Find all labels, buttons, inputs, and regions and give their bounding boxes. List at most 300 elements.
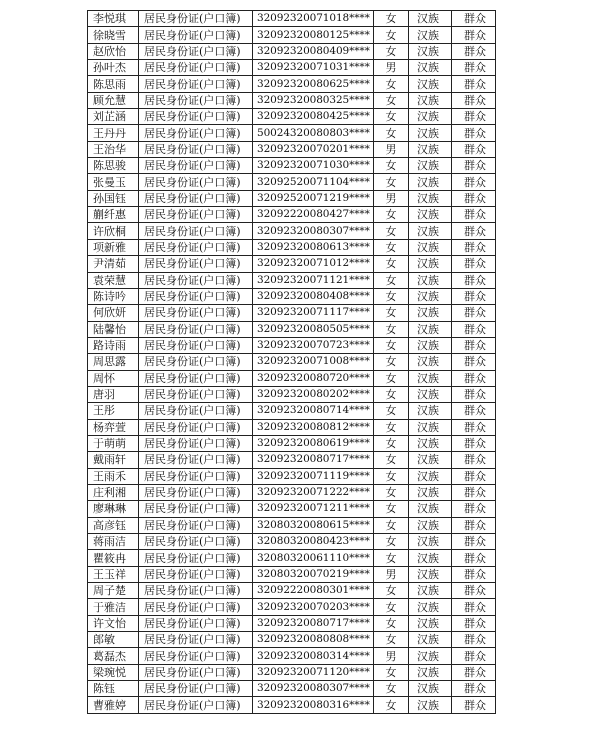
political-status-cell: 群众	[452, 501, 496, 517]
ethnicity-cell: 汉族	[409, 386, 452, 402]
name-cell: 许欣桐	[88, 223, 139, 239]
id-number-cell: 32092320080717****	[253, 452, 374, 468]
document-type-cell: 居民身份证(户口簿)	[139, 550, 253, 566]
name-cell: 陆馨怡	[88, 321, 139, 337]
name-cell: 刘芷涵	[88, 109, 139, 125]
table-row	[88, 501, 496, 517]
document-type-cell: 居民身份证(户口簿)	[139, 501, 253, 517]
document-type-cell: 居民身份证(户口簿)	[139, 468, 253, 484]
gender-cell: 女	[374, 354, 409, 370]
name-cell: 李悦琪	[88, 11, 139, 27]
political-status-cell: 群众	[452, 583, 496, 599]
political-status-cell: 群众	[452, 288, 496, 304]
id-number-cell: 32092320080714****	[253, 403, 374, 419]
document-type-cell: 居民身份证(户口簿)	[139, 419, 253, 435]
document-type-cell: 居民身份证(户口簿)	[139, 452, 253, 468]
ethnicity-cell: 汉族	[409, 288, 452, 304]
political-status-cell: 群众	[452, 452, 496, 468]
table-row	[88, 534, 496, 550]
roster-body	[88, 11, 496, 714]
name-cell: 孙国钰	[88, 190, 139, 206]
name-cell: 王治华	[88, 141, 139, 157]
id-number-cell: 32092320080808****	[253, 632, 374, 648]
id-number-cell: 32092320080307****	[253, 681, 374, 697]
gender-cell: 男	[374, 648, 409, 664]
name-cell: 高彦钰	[88, 517, 139, 533]
ethnicity-cell: 汉族	[409, 403, 452, 419]
political-status-cell: 群众	[452, 141, 496, 157]
id-number-cell: 32092320071222****	[253, 484, 374, 500]
table-row	[88, 599, 496, 615]
table-row	[88, 354, 496, 370]
table-row	[88, 305, 496, 321]
id-number-cell: 32092320071012****	[253, 256, 374, 272]
document-type-cell: 居民身份证(户口簿)	[139, 599, 253, 615]
name-cell: 王彤	[88, 403, 139, 419]
gender-cell: 女	[374, 534, 409, 550]
id-number-cell: 32092320071121****	[253, 272, 374, 288]
id-number-cell: 32092320071031****	[253, 60, 374, 76]
political-status-cell: 群众	[452, 697, 496, 713]
id-number-cell: 32092320070723****	[253, 337, 374, 353]
name-cell: 顾允慧	[88, 92, 139, 108]
gender-cell: 男	[374, 60, 409, 76]
name-cell: 王玉祥	[88, 566, 139, 582]
table-row	[88, 288, 496, 304]
table-row	[88, 158, 496, 174]
ethnicity-cell: 汉族	[409, 76, 452, 92]
name-cell: 周思露	[88, 354, 139, 370]
gender-cell: 男	[374, 190, 409, 206]
ethnicity-cell: 汉族	[409, 566, 452, 582]
document-type-cell: 居民身份证(户口簿)	[139, 337, 253, 353]
name-cell: 陈思雨	[88, 76, 139, 92]
id-number-cell: 32092320080717****	[253, 615, 374, 631]
document-type-cell: 居民身份证(户口簿)	[139, 174, 253, 190]
gender-cell: 女	[374, 452, 409, 468]
document-type-cell: 居民身份证(户口簿)	[139, 288, 253, 304]
political-status-cell: 群众	[452, 11, 496, 27]
ethnicity-cell: 汉族	[409, 43, 452, 59]
gender-cell: 女	[374, 256, 409, 272]
name-cell: 徐晓雪	[88, 27, 139, 43]
political-status-cell: 群众	[452, 60, 496, 76]
political-status-cell: 群众	[452, 321, 496, 337]
table-row	[88, 43, 496, 59]
gender-cell: 女	[374, 76, 409, 92]
name-cell: 尹清茹	[88, 256, 139, 272]
gender-cell: 女	[374, 697, 409, 713]
table-row	[88, 239, 496, 255]
id-number-cell: 32092320070201****	[253, 141, 374, 157]
gender-cell: 女	[374, 583, 409, 599]
gender-cell: 女	[374, 632, 409, 648]
ethnicity-cell: 汉族	[409, 337, 452, 353]
political-status-cell: 群众	[452, 158, 496, 174]
gender-cell: 女	[374, 321, 409, 337]
political-status-cell: 群众	[452, 27, 496, 43]
name-cell: 许文怡	[88, 615, 139, 631]
gender-cell: 女	[374, 599, 409, 615]
ethnicity-cell: 汉族	[409, 125, 452, 141]
id-number-cell: 32080320080615****	[253, 517, 374, 533]
political-status-cell: 群众	[452, 43, 496, 59]
name-cell: 张曼玉	[88, 174, 139, 190]
political-status-cell: 群众	[452, 174, 496, 190]
id-number-cell: 32092320080408****	[253, 288, 374, 304]
political-status-cell: 群众	[452, 615, 496, 631]
ethnicity-cell: 汉族	[409, 697, 452, 713]
political-status-cell: 群众	[452, 681, 496, 697]
document-type-cell: 居民身份证(户口簿)	[139, 11, 253, 27]
document-type-cell: 居民身份证(户口簿)	[139, 615, 253, 631]
ethnicity-cell: 汉族	[409, 419, 452, 435]
ethnicity-cell: 汉族	[409, 664, 452, 680]
ethnicity-cell: 汉族	[409, 190, 452, 206]
political-status-cell: 群众	[452, 664, 496, 680]
gender-cell: 女	[374, 370, 409, 386]
name-cell: 王丹丹	[88, 125, 139, 141]
table-row	[88, 141, 496, 157]
table-row	[88, 125, 496, 141]
political-status-cell: 群众	[452, 239, 496, 255]
table-row	[88, 468, 496, 484]
gender-cell: 女	[374, 174, 409, 190]
id-number-cell: 32092320080812****	[253, 419, 374, 435]
id-number-cell: 32080320070219****	[253, 566, 374, 582]
name-cell: 陈诗吟	[88, 288, 139, 304]
document-type-cell: 居民身份证(户口簿)	[139, 60, 253, 76]
name-cell: 唐羽	[88, 386, 139, 402]
table-row	[88, 272, 496, 288]
id-number-cell: 32092320080409****	[253, 43, 374, 59]
gender-cell: 男	[374, 566, 409, 582]
document-type-cell: 居民身份证(户口簿)	[139, 435, 253, 451]
gender-cell: 女	[374, 484, 409, 500]
ethnicity-cell: 汉族	[409, 158, 452, 174]
ethnicity-cell: 汉族	[409, 550, 452, 566]
gender-cell: 女	[374, 158, 409, 174]
political-status-cell: 群众	[452, 337, 496, 353]
ethnicity-cell: 汉族	[409, 60, 452, 76]
table-row	[88, 321, 496, 337]
id-number-cell: 32092320080619****	[253, 435, 374, 451]
gender-cell: 女	[374, 664, 409, 680]
document-type-cell: 居民身份证(户口簿)	[139, 403, 253, 419]
table-row	[88, 566, 496, 582]
name-cell: 于雅洁	[88, 599, 139, 615]
table-row	[88, 484, 496, 500]
id-number-cell: 32092320080425****	[253, 109, 374, 125]
id-number-cell: 32092320080125****	[253, 27, 374, 43]
ethnicity-cell: 汉族	[409, 239, 452, 255]
gender-cell: 女	[374, 27, 409, 43]
table-row	[88, 207, 496, 223]
document-type-cell: 居民身份证(户口簿)	[139, 534, 253, 550]
table-row	[88, 435, 496, 451]
political-status-cell: 群众	[452, 92, 496, 108]
document-type-cell: 居民身份证(户口簿)	[139, 207, 253, 223]
table-row	[88, 681, 496, 697]
table-row	[88, 92, 496, 108]
table-row	[88, 190, 496, 206]
name-cell: 曹雅婷	[88, 697, 139, 713]
political-status-cell: 群众	[452, 403, 496, 419]
id-number-cell: 32092220080427****	[253, 207, 374, 223]
gender-cell: 女	[374, 92, 409, 108]
ethnicity-cell: 汉族	[409, 256, 452, 272]
id-number-cell: 32092520071104****	[253, 174, 374, 190]
gender-cell: 女	[374, 501, 409, 517]
political-status-cell: 群众	[452, 272, 496, 288]
name-cell: 周怀	[88, 370, 139, 386]
gender-cell: 女	[374, 468, 409, 484]
id-number-cell: 32092320071117****	[253, 305, 374, 321]
political-status-cell: 群众	[452, 566, 496, 582]
ethnicity-cell: 汉族	[409, 223, 452, 239]
ethnicity-cell: 汉族	[409, 468, 452, 484]
name-cell: 戴雨轩	[88, 452, 139, 468]
document-type-cell: 居民身份证(户口簿)	[139, 321, 253, 337]
gender-cell: 女	[374, 239, 409, 255]
document-type-cell: 居民身份证(户口簿)	[139, 484, 253, 500]
id-number-cell: 32080320080423****	[253, 534, 374, 550]
table-row	[88, 550, 496, 566]
table-row	[88, 403, 496, 419]
table-row	[88, 223, 496, 239]
document-type-cell: 居民身份证(户口簿)	[139, 125, 253, 141]
ethnicity-cell: 汉族	[409, 141, 452, 157]
political-status-cell: 群众	[452, 109, 496, 125]
id-number-cell: 32092320080505****	[253, 321, 374, 337]
ethnicity-cell: 汉族	[409, 321, 452, 337]
id-number-cell: 32080320061110****	[253, 550, 374, 566]
political-status-cell: 群众	[452, 468, 496, 484]
ethnicity-cell: 汉族	[409, 615, 452, 631]
ethnicity-cell: 汉族	[409, 354, 452, 370]
political-status-cell: 群众	[452, 125, 496, 141]
political-status-cell: 群众	[452, 435, 496, 451]
name-cell: 蒋雨洁	[88, 534, 139, 550]
table-row	[88, 583, 496, 599]
political-status-cell: 群众	[452, 223, 496, 239]
ethnicity-cell: 汉族	[409, 305, 452, 321]
ethnicity-cell: 汉族	[409, 632, 452, 648]
document-type-cell: 居民身份证(户口簿)	[139, 697, 253, 713]
document-type-cell: 居民身份证(户口簿)	[139, 354, 253, 370]
table-row	[88, 386, 496, 402]
ethnicity-cell: 汉族	[409, 207, 452, 223]
political-status-cell: 群众	[452, 648, 496, 664]
document-type-cell: 居民身份证(户口簿)	[139, 239, 253, 255]
document-type-cell: 居民身份证(户口簿)	[139, 141, 253, 157]
id-number-cell: 50024320080803****	[253, 125, 374, 141]
table-row	[88, 697, 496, 713]
id-number-cell: 32092320070203****	[253, 599, 374, 615]
document-type-cell: 居民身份证(户口簿)	[139, 190, 253, 206]
document-type-cell: 居民身份证(户口簿)	[139, 370, 253, 386]
table-row	[88, 174, 496, 190]
ethnicity-cell: 汉族	[409, 272, 452, 288]
table-row	[88, 632, 496, 648]
ethnicity-cell: 汉族	[409, 109, 452, 125]
document-type-cell: 居民身份证(户口簿)	[139, 92, 253, 108]
political-status-cell: 群众	[452, 256, 496, 272]
table-row	[88, 76, 496, 92]
name-cell: 周子楚	[88, 583, 139, 599]
gender-cell: 女	[374, 337, 409, 353]
id-number-cell: 32092320080720****	[253, 370, 374, 386]
document-type-cell: 居民身份证(户口簿)	[139, 517, 253, 533]
ethnicity-cell: 汉族	[409, 534, 452, 550]
document-type-cell: 居民身份证(户口簿)	[139, 648, 253, 664]
gender-cell: 女	[374, 109, 409, 125]
id-number-cell: 32092320080202****	[253, 386, 374, 402]
gender-cell: 女	[374, 550, 409, 566]
name-cell: 赵欣怡	[88, 43, 139, 59]
ethnicity-cell: 汉族	[409, 484, 452, 500]
political-status-cell: 群众	[452, 550, 496, 566]
political-status-cell: 群众	[452, 305, 496, 321]
table-row	[88, 648, 496, 664]
political-status-cell: 群众	[452, 534, 496, 550]
political-status-cell: 群众	[452, 207, 496, 223]
ethnicity-cell: 汉族	[409, 681, 452, 697]
ethnicity-cell: 汉族	[409, 599, 452, 615]
ethnicity-cell: 汉族	[409, 583, 452, 599]
table-row	[88, 337, 496, 353]
gender-cell: 女	[374, 207, 409, 223]
gender-cell: 女	[374, 11, 409, 27]
id-number-cell: 32092220080301****	[253, 583, 374, 599]
id-number-cell: 32092320080316****	[253, 697, 374, 713]
id-number-cell: 32092320071030****	[253, 158, 374, 174]
name-cell: 杨弈萱	[88, 419, 139, 435]
name-cell: 路诗雨	[88, 337, 139, 353]
name-cell: 蒯纤惠	[88, 207, 139, 223]
id-number-cell: 32092320080613****	[253, 239, 374, 255]
name-cell: 廖琳琳	[88, 501, 139, 517]
gender-cell: 女	[374, 681, 409, 697]
gender-cell: 女	[374, 517, 409, 533]
document-type-cell: 居民身份证(户口簿)	[139, 43, 253, 59]
gender-cell: 女	[374, 305, 409, 321]
name-cell: 庄利湘	[88, 484, 139, 500]
gender-cell: 女	[374, 386, 409, 402]
document-type-cell: 居民身份证(户口簿)	[139, 386, 253, 402]
gender-cell: 女	[374, 288, 409, 304]
gender-cell: 女	[374, 43, 409, 59]
table-row	[88, 370, 496, 386]
name-cell: 郎敏	[88, 632, 139, 648]
name-cell: 王雨禾	[88, 468, 139, 484]
political-status-cell: 群众	[452, 419, 496, 435]
gender-cell: 女	[374, 435, 409, 451]
id-number-cell: 32092320071120****	[253, 664, 374, 680]
table-row	[88, 256, 496, 272]
name-cell: 袁荣慧	[88, 272, 139, 288]
document-type-cell: 居民身份证(户口簿)	[139, 664, 253, 680]
political-status-cell: 群众	[452, 370, 496, 386]
table-row	[88, 664, 496, 680]
document-type-cell: 居民身份证(户口簿)	[139, 566, 253, 582]
ethnicity-cell: 汉族	[409, 11, 452, 27]
name-cell: 梁琬悦	[88, 664, 139, 680]
table-row	[88, 27, 496, 43]
political-status-cell: 群众	[452, 386, 496, 402]
name-cell: 项新雅	[88, 239, 139, 255]
political-status-cell: 群众	[452, 354, 496, 370]
id-number-cell: 32092320071018****	[253, 11, 374, 27]
id-number-cell: 32092320080314****	[253, 648, 374, 664]
gender-cell: 女	[374, 125, 409, 141]
id-number-cell: 32092320080307****	[253, 223, 374, 239]
document-type-cell: 居民身份证(户口簿)	[139, 305, 253, 321]
document-type-cell: 居民身份证(户口簿)	[139, 632, 253, 648]
document-type-cell: 居民身份证(户口簿)	[139, 272, 253, 288]
name-cell: 葛磊杰	[88, 648, 139, 664]
table-row	[88, 60, 496, 76]
gender-cell: 女	[374, 403, 409, 419]
gender-cell: 男	[374, 141, 409, 157]
document-type-cell: 居民身份证(户口簿)	[139, 256, 253, 272]
document-type-cell: 居民身份证(户口簿)	[139, 158, 253, 174]
document-type-cell: 居民身份证(户口簿)	[139, 583, 253, 599]
roster-table	[87, 10, 496, 714]
ethnicity-cell: 汉族	[409, 174, 452, 190]
ethnicity-cell: 汉族	[409, 648, 452, 664]
political-status-cell: 群众	[452, 632, 496, 648]
ethnicity-cell: 汉族	[409, 92, 452, 108]
document-type-cell: 居民身份证(户口簿)	[139, 109, 253, 125]
ethnicity-cell: 汉族	[409, 435, 452, 451]
table-row	[88, 517, 496, 533]
ethnicity-cell: 汉族	[409, 452, 452, 468]
table-row	[88, 11, 496, 27]
political-status-cell: 群众	[452, 484, 496, 500]
id-number-cell: 32092320071211****	[253, 501, 374, 517]
document-type-cell: 居民身份证(户口簿)	[139, 76, 253, 92]
political-status-cell: 群众	[452, 190, 496, 206]
id-number-cell: 32092320071008****	[253, 354, 374, 370]
table-row	[88, 615, 496, 631]
table-row	[88, 109, 496, 125]
gender-cell: 女	[374, 615, 409, 631]
id-number-cell: 32092520071219****	[253, 190, 374, 206]
document-type-cell: 居民身份证(户口簿)	[139, 681, 253, 697]
ethnicity-cell: 汉族	[409, 27, 452, 43]
name-cell: 瞿筱冉	[88, 550, 139, 566]
id-number-cell: 32092320071119****	[253, 468, 374, 484]
name-cell: 于萌萌	[88, 435, 139, 451]
ethnicity-cell: 汉族	[409, 517, 452, 533]
political-status-cell: 群众	[452, 76, 496, 92]
document-type-cell: 居民身份证(户口簿)	[139, 223, 253, 239]
name-cell: 孙叶杰	[88, 60, 139, 76]
document-type-cell: 居民身份证(户口簿)	[139, 27, 253, 43]
table-row	[88, 419, 496, 435]
ethnicity-cell: 汉族	[409, 370, 452, 386]
political-status-cell: 群众	[452, 517, 496, 533]
name-cell: 陈思骏	[88, 158, 139, 174]
name-cell: 何欣妍	[88, 305, 139, 321]
id-number-cell: 32092320080325****	[253, 92, 374, 108]
gender-cell: 女	[374, 272, 409, 288]
gender-cell: 女	[374, 223, 409, 239]
political-status-cell: 群众	[452, 599, 496, 615]
gender-cell: 女	[374, 419, 409, 435]
table-row	[88, 452, 496, 468]
